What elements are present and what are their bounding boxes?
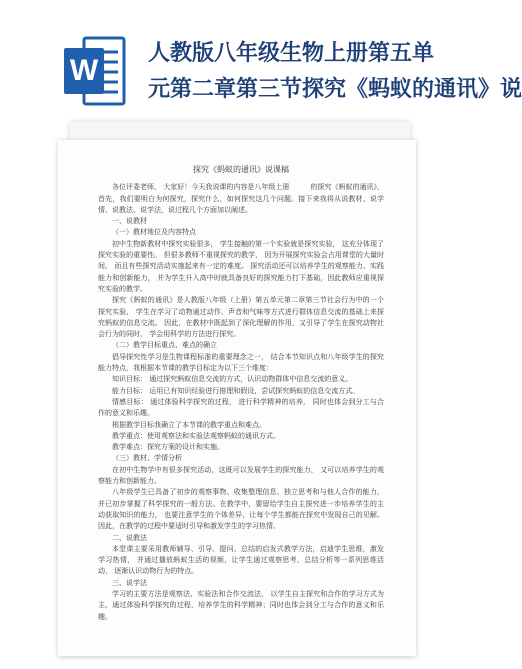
document-page xyxy=(58,140,416,656)
paragraph: 在初中生物学中有很多探究活动，这既可以发展学生的探究能力， 又可以培养学生的观察能力和创新能力。 xyxy=(98,465,384,486)
paragraph: 倡导探究性学习是生物课程标准的重要理念之一， 结合本节知识点和八年级学生的探究能力特点，我根据本节课的教学目标定为以下三个维度： xyxy=(98,352,384,373)
document-body xyxy=(98,164,384,623)
paragraph: 初中生物新教材中探究实验很多， 学生接触的第一个实验就是探究实验， 这充分体现了探究实验的重要性。 但很多教师不重视探究的教学， 因为开展探究实验会占用课堂的大量时间， 而且有些探究活动实施起来有一定的难度。 探究活动还可以培养学生的观察能力、实践能力和创新能力， 并为学生升入高中时就具备良好的探究能力打下基础，因此教师应重视探究实验的教学。 xyxy=(98,239,384,293)
paragraph: 八年级学生已具备了初步的观察事物、收集整理信息、独立思考和与他人合作的能力，并已初步掌握了科学探究的一般方法。在教学中，要留给学生自主探究进一步培养学生的主动获取知识的能力， 也要注意学生的个体差异，让每个学生都能在探究中发现自己的见解。因此，在教学的过程中要适时引导和激发学生的学习热情。 xyxy=(98,488,384,531)
section-heading: （三）教材、学情分析 xyxy=(112,454,182,463)
paragraph: 能力目标： 运用已有知识经验进行推理和假设，尝试探究蚂蚁的信息交流方式。 xyxy=(112,386,360,395)
word-icon xyxy=(62,34,128,108)
page-title-line-1: 人教版八年级生物上册第五单 xyxy=(148,41,435,66)
section-heading: 一、说教材 xyxy=(112,217,147,226)
page-title xyxy=(148,36,522,108)
document-paragraphs xyxy=(98,182,384,623)
word-icon-letter: W xyxy=(69,54,99,87)
document-title: 探究《蚂蚁的通讯》说课稿 xyxy=(193,165,289,174)
section-heading: 二、说教法 xyxy=(112,533,147,542)
paragraph: 学习的主要方法是观察法、实验法和合作交流法， 以学生自主探究和合作的学习方式为主，通过体验科学探究的过程，培养学生的科学精神；同时也体会到分工与合作的意义和乐趣。 xyxy=(98,589,384,621)
paragraph: 根据教学目标我确立了本节课的教学重点和难点。 xyxy=(112,420,266,429)
section-heading: 三、说学法 xyxy=(112,578,147,587)
page-title-line-2: 元第二章第三节探究《蚂蚁的通讯》说 xyxy=(148,77,522,102)
paragraph: 教学重点：使用观察法和实验法观察蚂蚁的通讯方式。 xyxy=(112,431,280,440)
paragraph: 探究《蚂蚁的通讯》是人教版八年级（上册）第五单元第二章第三节社会行为中的一个探究实验， 学生在学习了动物通过动作、声音和气味等方式进行群体信息交流的基础上来探究蚂蚁的信息交流。 因此，在教材中既起到了深化理解的作用，又引导了学生在探究动物社会行为的同时， 学会用科学的方法进行探究。 xyxy=(98,296,384,339)
paragraph: 本堂课主要采用教师辅导、引导、提问、总结的启发式教学方法，启迪学生思维，激发学习热情， 并通过播放蚂蚁生活的视频，让学生通过观察思考，总结分析等一系列思维活动， 逐渐认识动物行为的特点。 xyxy=(98,544,384,576)
paragraph: 知识目标： 通过探究蚂蚁信息交流的方式，认识动物群体中信息交流的意义。 xyxy=(112,375,353,384)
header-banner xyxy=(0,0,522,118)
paragraph: 教学难点：探究方案的设计和实施。 xyxy=(112,443,224,452)
paragraph: 情感目标： 通过体验科学探究的过程， 进行科学精神的培养， 同时也体会到分工与合作的意义和乐趣。 xyxy=(98,397,384,418)
section-heading: （二）教学目标重点、难点的确立 xyxy=(112,341,217,350)
section-heading: （一）教材地位及内容特点 xyxy=(112,228,196,237)
paragraph: 各位评委老师， 大家好！今天我说课的内容是八年级上册 的探究《蚂蚁的通讯》，首先，我们要明白为何探究，探究什么，如何探究这几个问题。接下来我将从说教材、说学情、说教法、说学法，说过程几个方面加以阐述。 xyxy=(98,183,384,214)
